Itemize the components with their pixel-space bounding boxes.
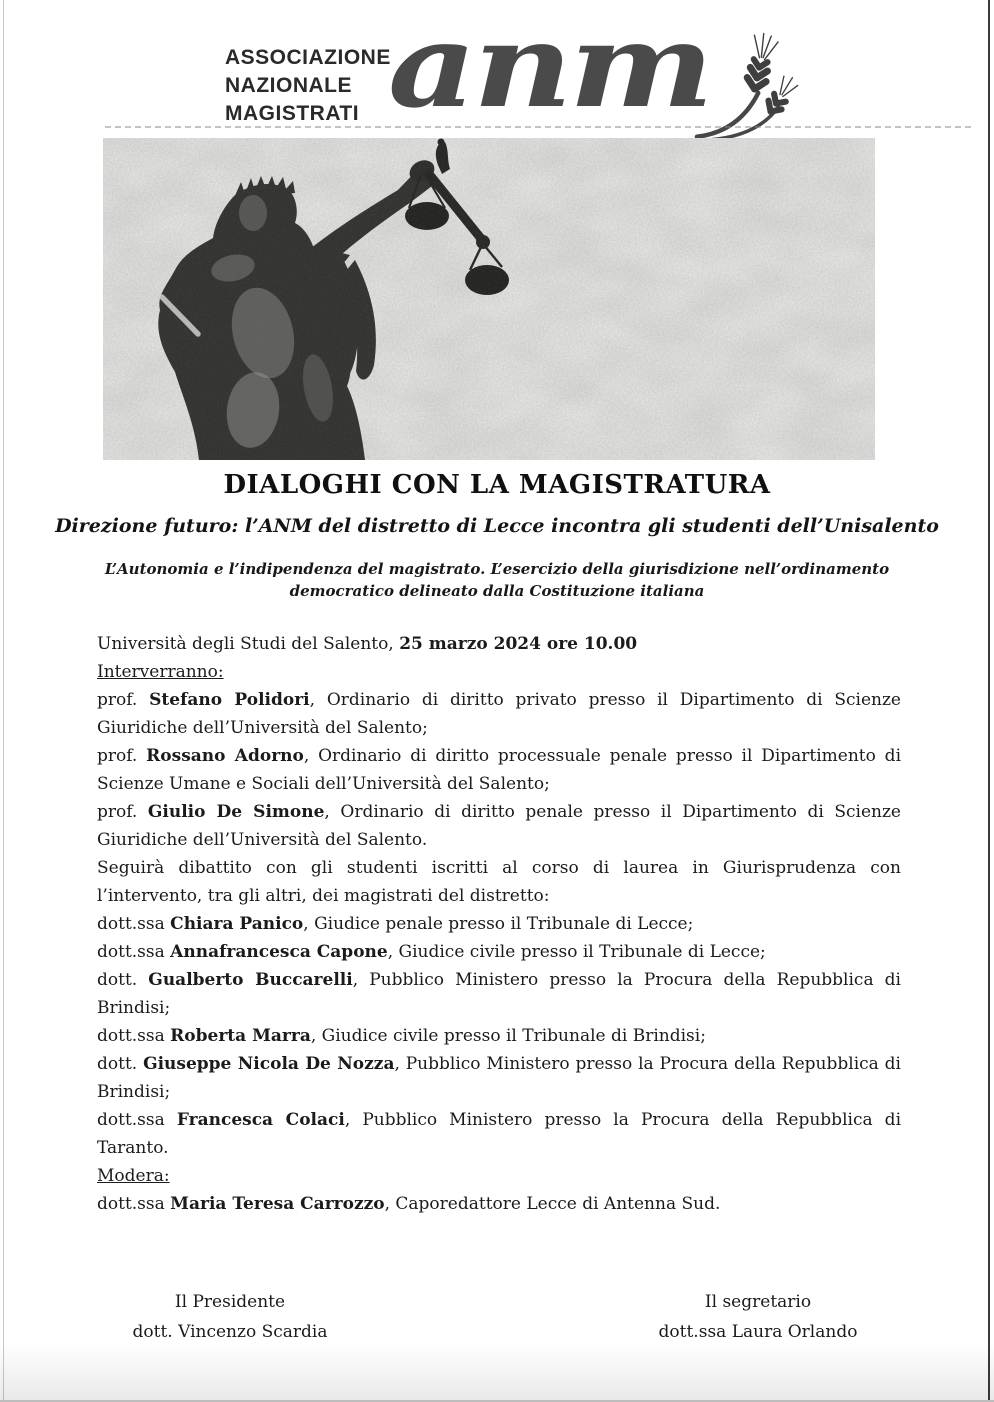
document-theme [0,558,994,602]
anm-logo-text: anm [388,0,711,134]
professor-role: , Ordinario di diritto penale presso il Dipartimento di Scienze Giuridiche dell’Università del Salento. [97,802,901,850]
debate-intro: Seguirà dibattito con gli studenti iscritti al corso di laurea in Giurisprudenza con l’intervento, tra gli altri, dei magistrati del distretto: [97,858,901,906]
magistrate-entry-6 [97,1106,901,1162]
scan-bottom-shade [0,1342,994,1402]
magistrate-prefix: dott.ssa [97,942,171,962]
professor-name: Stefano Polidori [149,690,310,710]
event-venue-line [97,630,901,658]
signature-president [60,1287,400,1347]
magistrate-name: Gualberto Buccarelli [148,970,353,990]
magistrate-entry-2 [97,938,901,966]
professor-role: , Ordinario di diritto processuale penale presso il Dipartimento di Scienze Umane e Sociali dell’Università del Salento; [97,746,902,794]
magistrate-role: , Pubblico Ministero presso la Procura della Repubblica di Taranto. [97,1110,902,1158]
theme-line-1: L’Autonomia e l’indipendenza del magistrato. L’esercizio della giurisdizione nell’ordinamento [104,560,890,578]
magistrate-role: , Giudice civile presso il Tribunale di Brindisi; [310,1026,706,1046]
justice-statue-photo [103,138,875,460]
magistrate-name: Chiara Panico [170,914,304,934]
speakers-label: Interverranno: [97,662,224,682]
scan-edge-right [988,0,990,1402]
magistrate-entry-1 [97,910,901,938]
magistrate-prefix: dott.ssa [97,1110,177,1130]
professor-prefix: prof. [97,746,147,766]
signature-role: Il Presidente [174,1292,286,1312]
signature-name: dott. Vincenzo Scardia [132,1322,328,1342]
signature-role: Il segretario [704,1292,812,1312]
professor-prefix: prof. [97,802,148,822]
signature-secretary [588,1287,928,1347]
signature-name: dott.ssa Laura Orlando [658,1322,858,1342]
document-body [97,630,901,1218]
moderator-role: , Caporedattore Lecce di Antenna Sud. [384,1194,721,1214]
professor-entry-3 [97,798,901,854]
event-datetime: 25 marzo 2024 ore 10.00 [399,634,638,654]
professor-name: Giulio De Simone [147,802,325,822]
anm-logo [388,0,808,146]
theme-line-2: democratico delineato dalla Costituzione italiana [289,582,705,600]
magistrate-role: , Giudice civile presso il Tribunale di Lecce; [387,942,766,962]
magistrate-name: Annafrancesca Capone [170,942,388,962]
org-name-block [225,44,391,128]
magistrate-entry-5 [97,1050,901,1106]
org-name-line-1: ASSOCIAZIONE [225,46,391,69]
magistrate-prefix: dott. [97,1054,144,1074]
magistrate-prefix: dott.ssa [97,914,171,934]
magistrate-prefix: dott. [97,970,149,990]
moderator-entry [97,1190,901,1218]
moderator-prefix: dott.ssa [97,1194,171,1214]
magistrate-role: , Pubblico Ministero presso la Procura della Repubblica di Brindisi; [97,970,901,1018]
scan-dotted-line [105,126,971,128]
magistrate-prefix: dott.ssa [97,1026,171,1046]
professor-entry-2 [97,742,901,798]
event-venue: Università degli Studi del Salento, [97,634,400,654]
magistrate-name: Francesca Colaci [176,1110,345,1130]
magistrate-role: , Giudice penale presso il Tribunale di Lecce; [303,914,694,934]
moderator-label: Modera: [97,1166,170,1186]
document-title: DIALOGHI CON LA MAGISTRATURA [223,470,771,500]
professor-entry-1 [97,686,901,742]
magistrate-entry-3 [97,966,901,1022]
magistrate-name: Giuseppe Nicola De Nozza [143,1054,395,1074]
wheat-sprig-icon [690,28,802,142]
org-name-line-2: NAZIONALE [225,74,352,97]
halftone-grain-overlay [103,138,875,460]
professor-prefix: prof. [97,690,150,710]
moderator-name: Maria Teresa Carrozzo [170,1194,385,1214]
document-subtitle: Direzione futuro: l’ANM del distretto di Lecce incontra gli studenti dell’Unisalento [55,515,939,537]
magistrate-name: Roberta Marra [170,1026,311,1046]
professor-name: Rossano Adorno [146,746,304,766]
magistrate-entry-4 [97,1022,901,1050]
org-name-line-3: MAGISTRATI [225,102,360,125]
professor-role: , Ordinario di diritto privato presso il Dipartimento di Scienze Giuridiche dell’Università del Salento; [97,690,901,738]
magistrate-role: , Pubblico Ministero presso la Procura della Repubblica di Brindisi; [97,1054,901,1102]
scan-edge-left [3,0,4,1402]
